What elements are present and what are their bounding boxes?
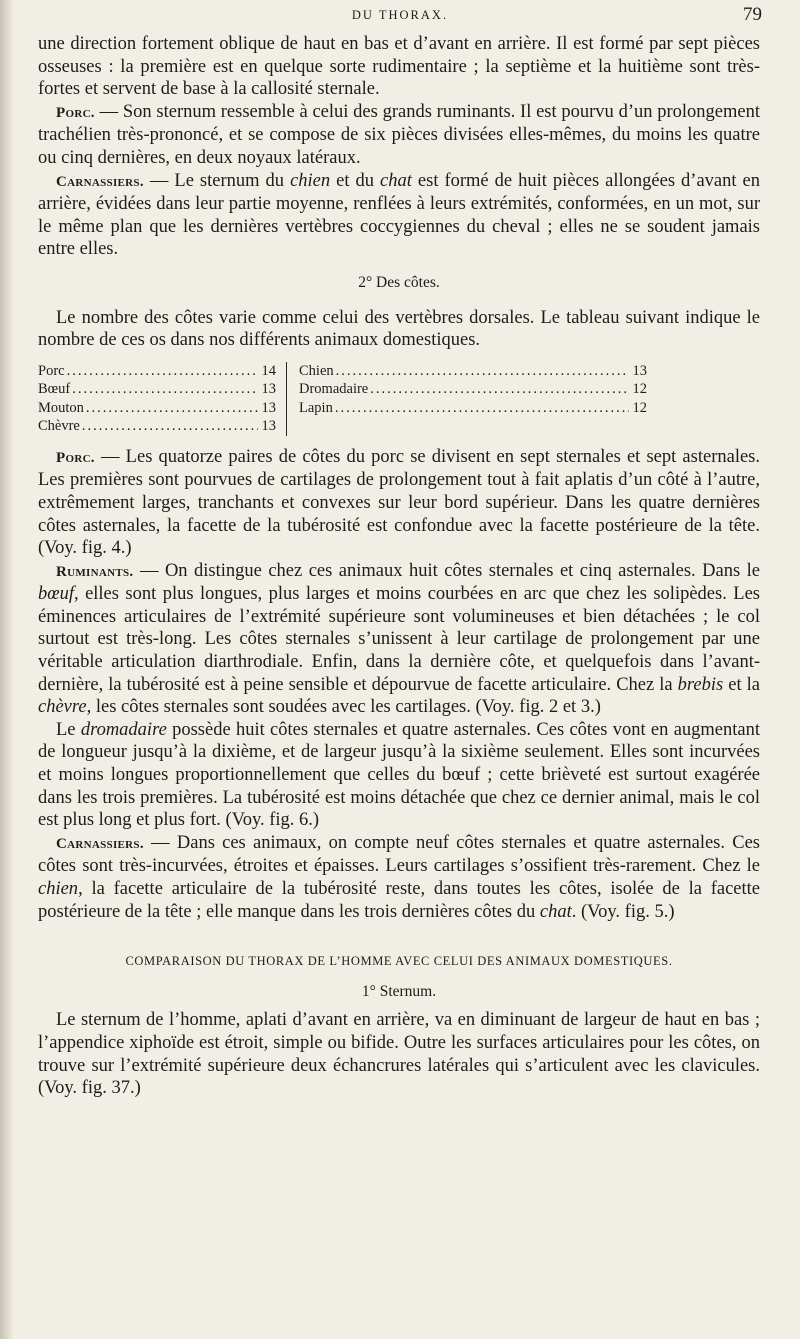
animal-name: Porc (38, 362, 65, 379)
run-in-heading-ruminants: Ruminants. (56, 563, 134, 580)
paragraph-text: , la facette articulaire de la tubérosité reste, dans toutes les côtes, isolée de la facette postérieure de la tête ; elle manque dans les trois dernières côtes du (38, 879, 760, 922)
paragraph-text: est formé de huit pièces allongées d’avant en arrière, évidées dans leur partie moyenne, renflées à leurs extrémités, conformées, en un mot, sur le même plan que les dernières vertèbres coccygiennes du cheval ; elles ne se soudent jamais entre elles. (38, 170, 760, 260)
paragraph-text: et la (723, 674, 760, 695)
paragraph-ruminants-cotes (38, 560, 760, 719)
italic-term: chien (38, 879, 79, 899)
italic-term: brebis (677, 674, 724, 695)
rib-count: 13 (632, 362, 647, 379)
paragraph-text: possède huit côtes sternales et quatre asternales. Ces côtes vont en augmentant de longueur jusqu’à la dixième, et de largeur jusqu’à la sixième seulement. Elles sont incurvées et moins longues proportionnellement que celles du bœuf ; cette brièveté est surtout exagérée dans les trois premières. La tubérosité est moins détachée que chez ce dernier animal, mais le col est plus long et plus fort. (Voy. fig. 6.) (38, 719, 760, 831)
paragraph-text: Le (56, 719, 81, 740)
subsection-title-sternum: 1° Sternum. (361, 982, 437, 1000)
paragraph-porc-sternum (38, 101, 760, 170)
page-gutter-shadow (0, 0, 14, 1339)
paragraph-porc-cotes (38, 446, 760, 560)
rib-count-table (38, 362, 760, 436)
rib-table-right-column (286, 362, 647, 436)
leader-dots (336, 362, 629, 381)
leader-dots (72, 380, 258, 399)
paragraph-text: , elles sont plus longues, plus larges et moins courbées en arc que chez les solipèdes. Les éminences articulaires de l’extrémité supérieure sont volumineuses et bien détachées ; le col surtout est très-long. Les côtes sternales s’unissent à leur cartilage de prolongement par une véritable articulation diarthrodiale. Enfin, dans la dernière côte, et quelquefois dans l’avant-dernière, la tubérosité est à peine sensible et dépourvue de facette articulaire. Chez la (38, 584, 760, 695)
rib-table-left-column (38, 362, 276, 436)
italic-term: chat (380, 170, 412, 191)
italic-term: chien (290, 170, 331, 191)
italic-term: chèvre (38, 697, 87, 718)
italic-term: dromadaire (80, 719, 167, 740)
run-in-heading-porc: Porc. (56, 449, 95, 466)
paragraph-text: — Son sternum ressemble à celui des grands ruminants. Il est pourvu d’un prolongement trachélien très-prononcé, et se compose de six pièces divisées elles-mêmes, du moins les quatre ou cinq dernières, en deux noyaux latéraux. (38, 101, 760, 168)
rib-count: 12 (632, 399, 647, 416)
animal-name: Lapin (299, 399, 333, 416)
table-row (299, 362, 647, 381)
italic-term: chat (539, 901, 572, 922)
paragraph-carnassiers-sternum (38, 170, 760, 261)
table-row (38, 399, 276, 418)
paragraph-text: — Dans ces animaux, on compte neuf côtes sternales et quatre asternales. Ces côtes sont très-incurvées, étroites et épaisses. Leurs cartilages s’ossifient très-rarement. Chez le (38, 832, 760, 877)
paragraph-sternum-continued: une direction fortement oblique de haut en bas et d’avant en arrière. Il est formé par sept pièces osseuses : la première est en quelque sorte rudimentaire ; la septième et la huitième sont très-fortes et servent de base à la callosité sternale. (38, 34, 760, 100)
table-row (299, 380, 647, 399)
running-head: DU THORAX. (351, 8, 449, 22)
table-row (38, 417, 276, 436)
italic-term: bœuf (38, 584, 74, 605)
leader-dots (67, 362, 258, 381)
page-number: 79 (743, 4, 762, 25)
leader-dots (370, 380, 629, 399)
rib-count: 13 (261, 418, 276, 435)
table-row (38, 380, 276, 399)
page-header (0, 2, 800, 24)
paragraph-text: . (Voy. fig. 5.) (571, 901, 675, 922)
paragraph-carnassiers-cotes (38, 832, 760, 923)
run-in-heading-carnassiers: Carnassiers. (56, 173, 144, 190)
subsection-title-cotes: 2° Des côtes. (358, 273, 440, 291)
run-in-heading-carnassiers: Carnassiers. (56, 835, 144, 852)
leader-dots (335, 399, 629, 418)
animal-name: Chèvre (38, 418, 80, 435)
paragraph-dromadaire-cotes (38, 719, 760, 832)
leader-dots (86, 399, 258, 418)
paragraph-text: et du (330, 170, 381, 191)
paragraph-sternum-homme: Le sternum de l’homme, aplati d’avant en arrière, va en diminuant de largeur de haut en bas ; l’appendice xiphoïde est étroit, simple ou bifide. Outre les surfaces articulaires pour les côtes, on trouve sur l’extrémité supérieure deux échancrures latérales qui s’articulent avec les clavicules. (Voy. fig. 37.) (38, 1010, 760, 1099)
leader-dots (82, 417, 258, 436)
table-row (38, 362, 276, 381)
rib-count: 13 (261, 399, 276, 416)
animal-name: Bœuf (38, 381, 71, 398)
table-row (299, 399, 647, 418)
paragraph-text: — On distingue chez ces animaux huit côtes sternales et cinq asternales. Dans le (133, 560, 760, 581)
paragraph-text: — Le sternum du (143, 170, 291, 191)
animal-name: Chien (299, 362, 334, 379)
rib-count: 12 (632, 381, 647, 398)
page-body (38, 33, 760, 1100)
section-title-comparaison: COMPARAISON DU THORAX DE L’HOMME AVEC CELUI DES ANIMAUX DOMESTIQUES. (125, 954, 673, 969)
paragraph-nombre-cotes: Le nombre des côtes varie comme celui des vertèbres dorsales. Le tableau suivant indique le nombre de ces os dans nos différents animaux domestiques. (38, 307, 760, 351)
animal-name: Dromadaire (299, 381, 369, 398)
animal-name: Mouton (38, 399, 84, 416)
paragraph-text: — Les quatorze paires de côtes du porc se divisent en sept sternales et sept asternales. Les premières sont pourvues de cartilages de prolongement tout à fait aplatis d’un côté à l’autre, extrêmement larges, tranchants et convexes sur leur bord supérieur. Dans les quatre dernières côtes asternales, la facette de la tubérosité est confondue avec la facette postérieure de la tête. (Voy. fig. 4.) (38, 446, 760, 559)
rib-count: 13 (261, 381, 276, 398)
run-in-heading-porc: Porc. (56, 104, 95, 121)
paragraph-text: , les côtes sternales sont soudées avec les cartilages. (Voy. fig. 2 et 3.) (86, 697, 601, 718)
rib-count: 14 (261, 362, 276, 379)
